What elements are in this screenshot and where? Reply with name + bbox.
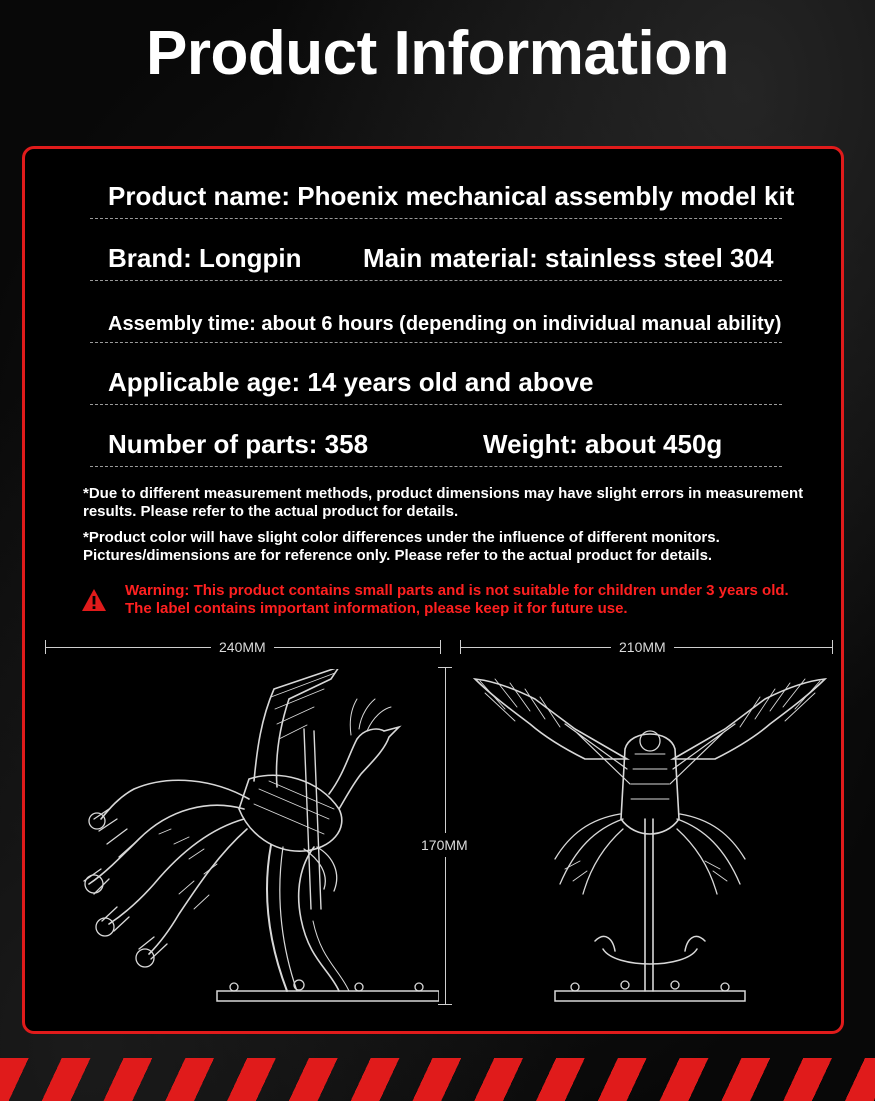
dim-tick-right-end: [832, 640, 833, 654]
spec-row-parts-weight: [90, 419, 782, 467]
warning-line-1: Warning: This product contains small parts and is not suitable for children under 3 years old.: [125, 582, 789, 599]
warning-triangle-icon: [81, 588, 107, 612]
spec-row-product-name: [90, 171, 795, 219]
color-note: *Product color will have slight color differences under the influence of different monitors. Pictures/dimensions are for reference only. Please refer to the actual product for details.: [83, 529, 720, 564]
assembly-time-text: Assembly time: about 6 hours (depending on individual manual ability): [108, 313, 782, 335]
weight-text: Weight: about 450g: [483, 429, 723, 459]
warning-line-2: The label contains important information, please keep it for future use.: [125, 600, 628, 617]
dim-label-side-width: 240MM: [211, 639, 274, 655]
phoenix-side-view-image: [39, 669, 439, 1014]
dim-tick-bottom: [438, 1004, 452, 1005]
dim-tick-left-end: [440, 640, 441, 654]
measurement-note: *Due to different measurement methods, product dimensions may have slight errors in measurement results. Please refer to the actual product for details.: [83, 485, 804, 520]
age-text: Applicable age: 14 years old and above: [108, 367, 594, 397]
parts-text: Number of parts: 358: [108, 429, 369, 459]
warning-block: [81, 582, 821, 622]
dim-label-front-width: 210MM: [611, 639, 674, 655]
phoenix-front-view-image: [455, 669, 835, 1014]
dim-label-height: 170MM: [413, 833, 476, 857]
warning-text: [125, 582, 789, 618]
decorative-stripes: [0, 1058, 875, 1101]
material-text: Main material: stainless steel 304: [363, 243, 774, 273]
product-info-panel: [22, 146, 844, 1034]
spec-row-assembly-time: [90, 295, 782, 343]
page-title: Product Information: [146, 19, 729, 88]
brand-text: Brand: Longpin: [108, 243, 302, 273]
spec-row-brand-material: [90, 233, 782, 281]
spec-row-age: [90, 357, 782, 405]
product-name-text: Product name: Phoenix mechanical assembly model kit: [108, 181, 795, 211]
